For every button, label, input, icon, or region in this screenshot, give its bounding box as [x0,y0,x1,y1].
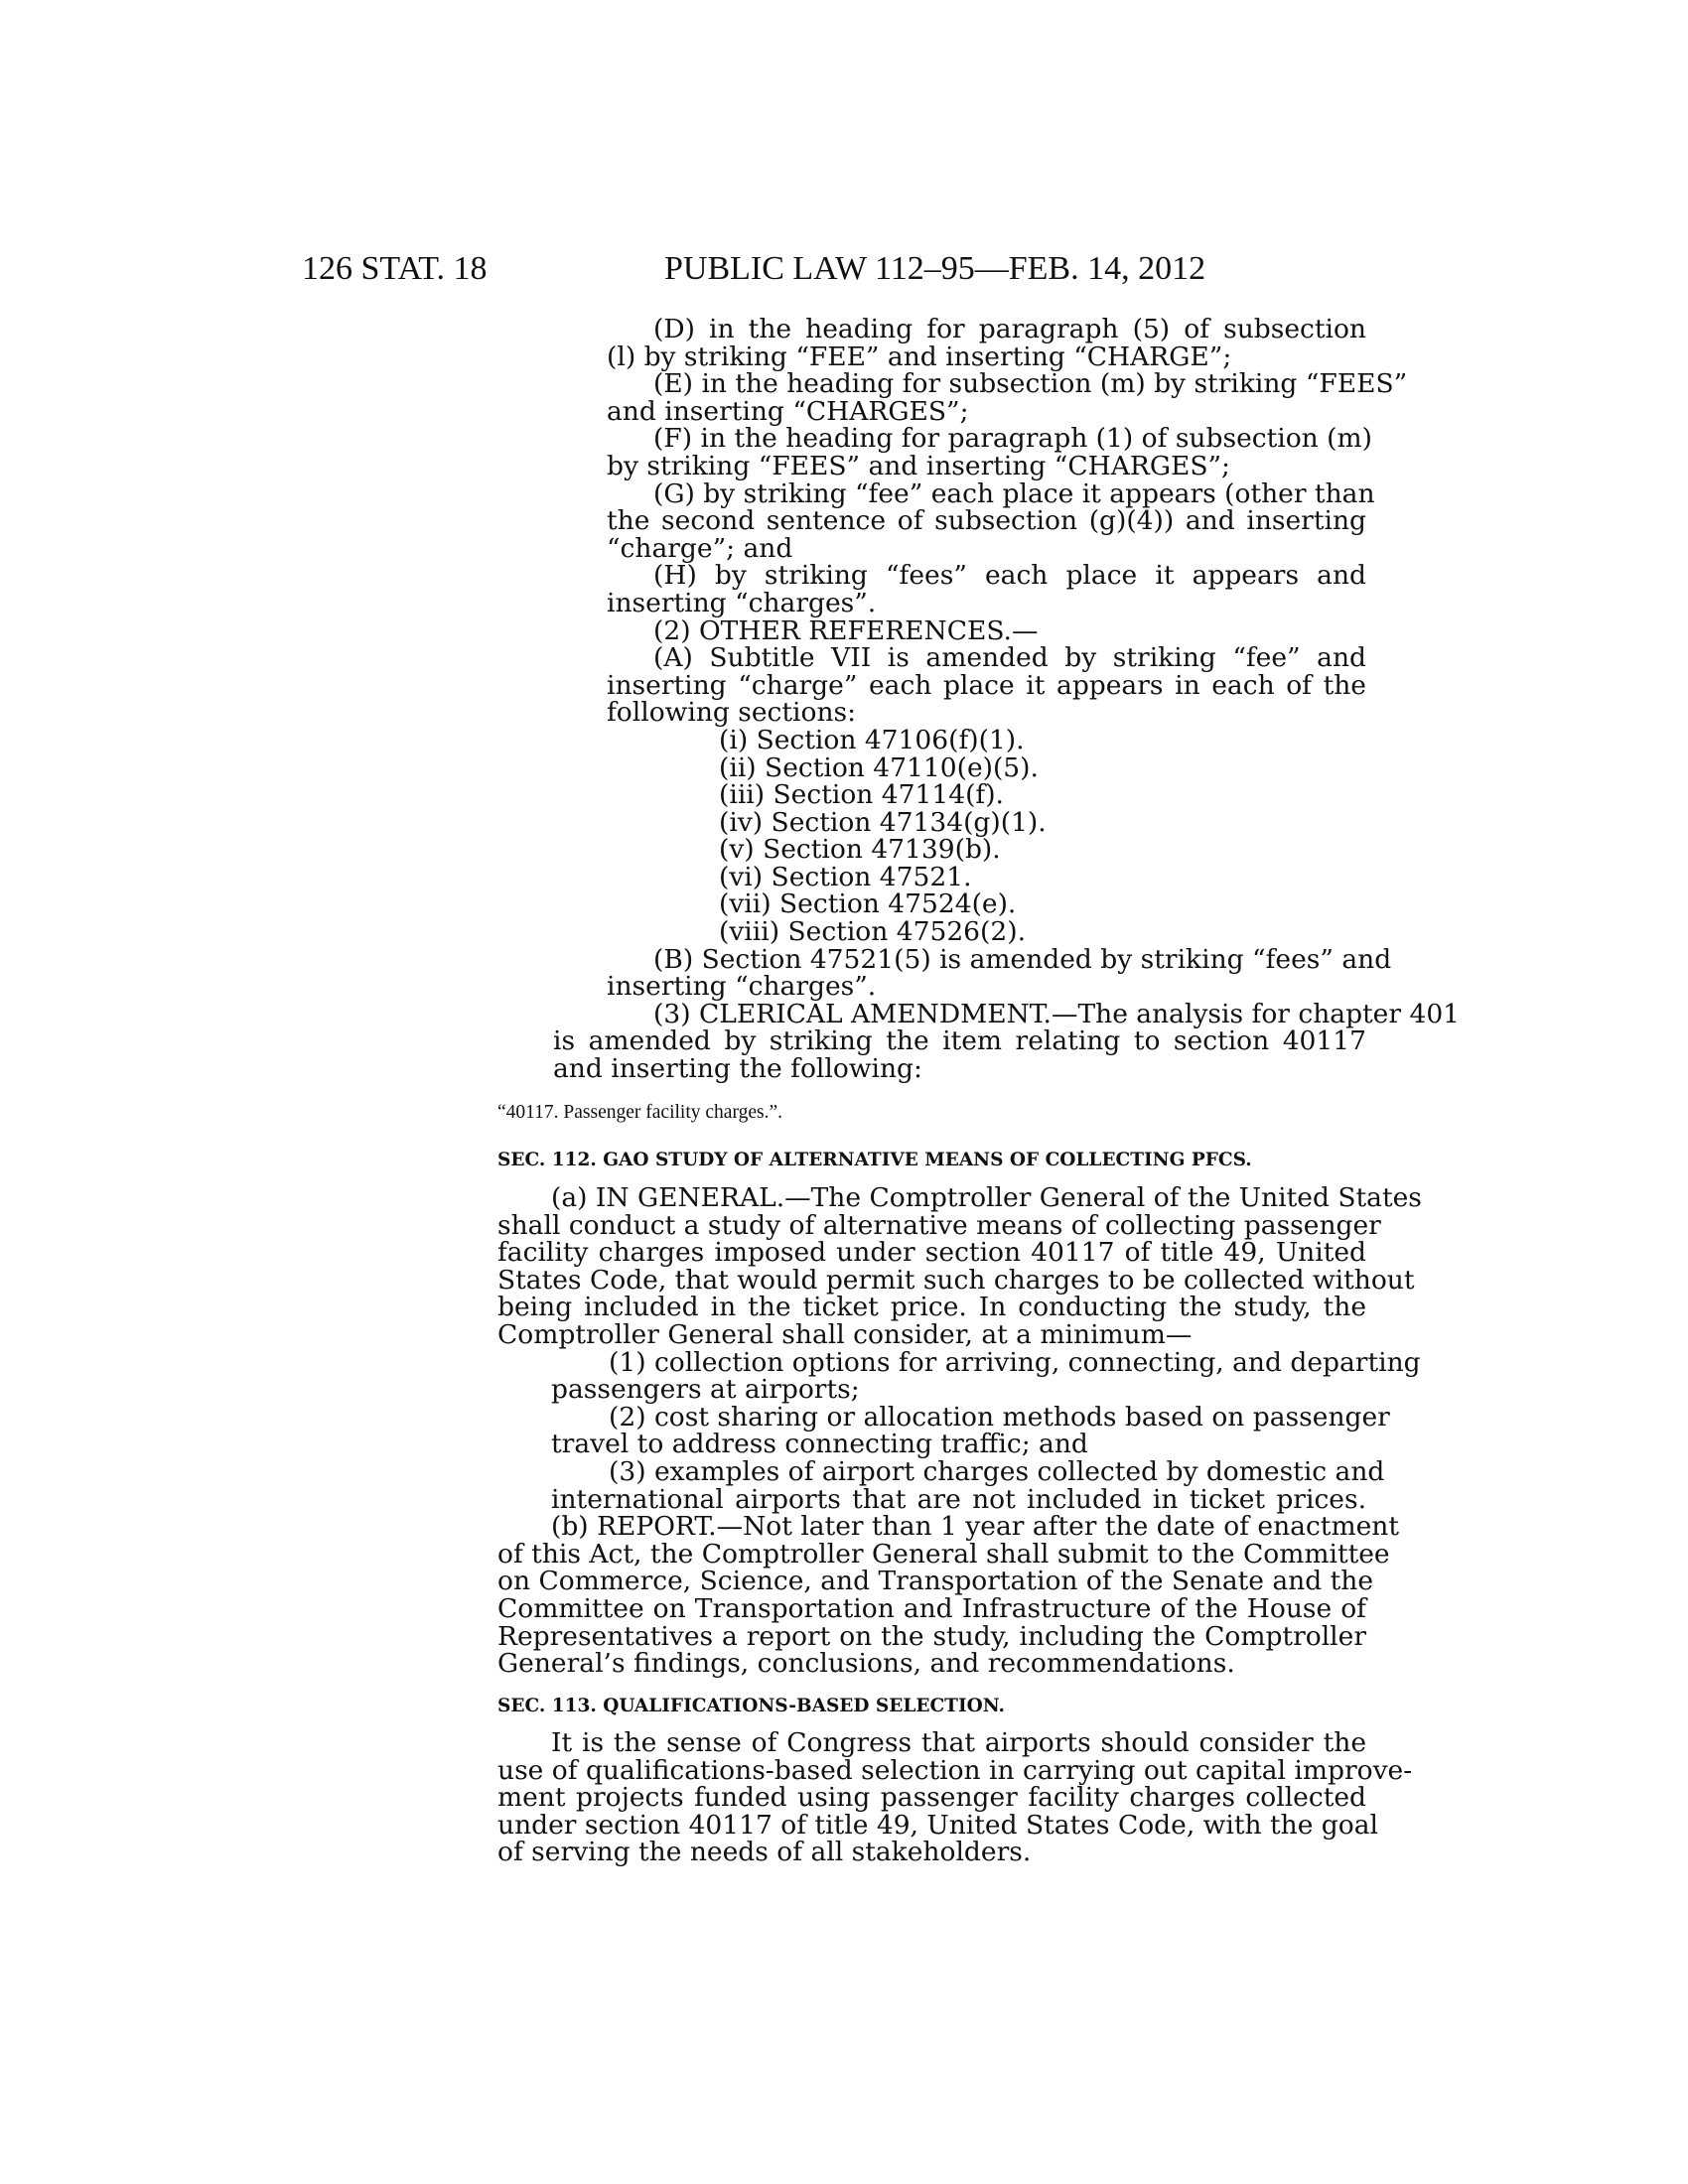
text-line: (l) by striking “FEE” and inserting “CHARGE”; [607,341,1232,372]
text-line: (H) by striking “fees” each place it appears and [653,560,1366,592]
text-line: and inserting the following: [553,1053,922,1085]
text-line: (v) Section 47139(b). [719,834,1001,866]
text-line: (B) Section 47521(5) is amended by striking “fees” and [653,943,1392,975]
stat-page-number: 126 STAT. 18 [302,250,488,287]
text-line: and inserting “CHARGES”; [607,395,969,427]
text-line: (a) IN GENERAL.—The Comptroller General of the United States [551,1182,1422,1213]
text-line: of serving the needs of all stakeholders. [497,1837,1032,1868]
text-line: General’s findings, conclusions, and recommendations. [497,1648,1235,1680]
text-line: States Code, that would permit such charges to be collected without [497,1264,1415,1296]
text-line: the second sentence of subsection (g)(4)) and inserting [607,505,1366,537]
table-item-line: “40117. Passenger facility charges.”. [497,1102,782,1123]
text-line: on Commerce, Science, and Transportation of the Senate and the [497,1566,1374,1597]
text-line: (1) collection options for arriving, connecting, and departing [609,1346,1421,1378]
amendment-block [553,314,1461,1085]
text-line: “charge”; and [607,532,793,564]
text-line: (vii) Section 47524(e). [719,888,1017,920]
text-line: ment projects funded using passenger facility charges collected [497,1782,1366,1814]
text-line: Committee on Transportation and Infrastructure of the House of [497,1592,1366,1624]
text-line: (vi) Section 47521. [719,861,972,892]
text-line: by striking “FEES” and inserting “CHARGES”; [607,450,1230,481]
text-line: (viii) Section 47526(2). [719,916,1027,948]
text-line: (D) in the heading for paragraph (5) of subsection [653,314,1366,344]
section-112-heading: SEC. 112. GAO STUDY OF ALTERNATIVE MEANS OF COLLECTING PFCS. [497,1150,1252,1170]
text-line: Comptroller General shall consider, at a minimum— [497,1318,1193,1350]
section-113-heading: SEC. 113. QUALIFICATIONS-BASED SELECTION. [497,1696,1005,1716]
text-line: of this Act, the Comptroller General shall submit to the Committee [497,1538,1390,1570]
text-line: passengers at airports; [551,1374,860,1406]
text-line: inserting “charges”. [607,587,877,618]
section-112-body [497,1182,1422,1680]
text-line: It is the sense of Congress that airports should consider the [551,1727,1366,1758]
text-line: (2) cost sharing or allocation methods based on passenger [609,1401,1390,1433]
text-line: travel to address connecting traffic; and [551,1429,1088,1460]
running-header: PUBLIC LAW 112–95—FEB. 14, 2012 [664,250,1206,287]
text-line: (ii) Section 47110(e)(5). [719,751,1039,783]
text-line: inserting “charge” each place it appears in each of the [607,669,1366,701]
text-line: being included in the ticket price. In conducting the study, the [497,1292,1366,1323]
section-113-body [497,1727,1413,1868]
text-line: following sections: [607,697,857,729]
text-line: is amended by striking the item relating to section 40117 [553,1025,1366,1057]
text-line: Representatives a report on the study, including the Comptroller [497,1620,1366,1652]
text-line: (3) CLERICAL AMENDMENT.—The analysis for chapter 401 [653,998,1461,1029]
text-line: use of qualifications-based selection in carrying out capital improve- [497,1754,1413,1786]
text-line: shall conduct a study of alternative means of collecting passenger [497,1209,1381,1241]
text-line: international airports that are not included in ticket prices. [551,1483,1366,1515]
text-line: (G) by striking “fee” each place it appears (other than [653,478,1375,509]
text-line: (i) Section 47106(f)(1). [719,724,1025,755]
text-line: (F) in the heading for paragraph (1) of subsection (m) [653,423,1372,455]
text-line: (3) examples of airport charges collected by domestic and [609,1455,1385,1487]
text-line: (A) Subtitle VII is amended by striking “fee” and [653,642,1366,674]
text-line: inserting “charges”. [607,971,877,1003]
text-line: (E) in the heading for subsection (m) by striking “FEES” [653,368,1408,400]
text-line: (2) OTHER REFERENCES.— [653,614,1039,646]
text-line: (iii) Section 47114(f). [719,779,1004,811]
text-line: (iv) Section 47134(g)(1). [719,806,1047,838]
text-line: (b) REPORT.—Not later than 1 year after the date of enactment [551,1511,1399,1543]
text-line: under section 40117 of title 49, United States Code, with the goal [497,1809,1378,1841]
text-line: facility charges imposed under section 40117 of title 49, United [497,1237,1366,1269]
